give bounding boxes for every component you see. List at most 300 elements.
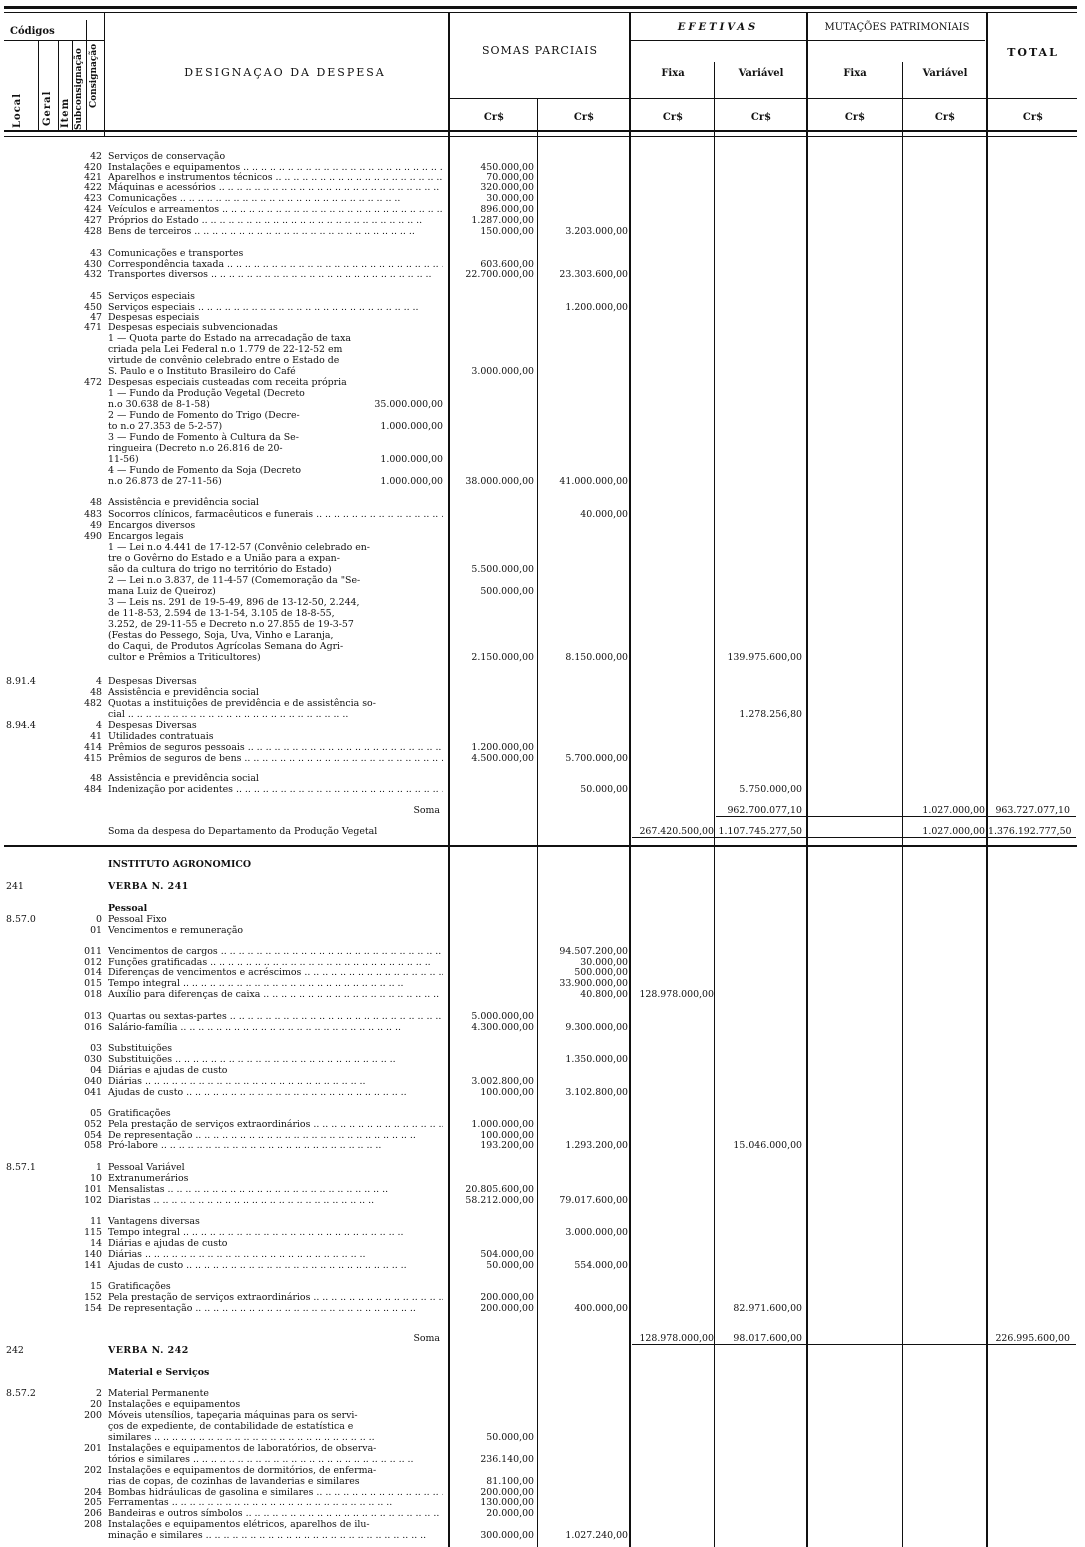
description: do Caqui, de Produtos Agrícolas Semana do Agri-	[108, 641, 344, 652]
partial-sum-1: 130.000,00	[480, 1497, 534, 1508]
description: Pessoal	[108, 903, 148, 914]
consignacao-header: Consignação	[89, 43, 99, 108]
table-row	[0, 925, 1085, 936]
code-item: 427	[84, 215, 102, 226]
table-row	[0, 641, 1085, 652]
cr-label: Cr$	[1022, 112, 1044, 123]
code-local: 8.57.0	[6, 914, 36, 925]
partial-sum-2: 9.300.000,00	[565, 1022, 628, 1033]
description: Correspondência taxada .. ..	[108, 259, 443, 270]
table-row	[0, 399, 1085, 410]
table-row	[0, 476, 1085, 487]
partial-sum-1: 3.002.800,00	[471, 1076, 534, 1087]
table-row	[0, 1119, 1085, 1130]
table-row	[0, 443, 1085, 454]
partial-sum-1: 5.000.000,00	[471, 1011, 534, 1022]
code-item: 05	[90, 1108, 102, 1119]
code-item: 48	[90, 687, 102, 698]
table-row	[0, 881, 1085, 892]
table-row	[0, 421, 1085, 432]
code-item: 041	[84, 1087, 102, 1098]
description: tórios e similares .. ..	[108, 1454, 443, 1465]
code-item: 206	[84, 1508, 102, 1519]
table-row	[0, 1497, 1085, 1508]
table-row	[0, 1454, 1085, 1465]
description: Tempo integral .. ..	[108, 1227, 443, 1238]
table-row	[0, 773, 1085, 784]
description: De representação .. ..	[108, 1130, 443, 1141]
description: Assistência e previdência social	[108, 497, 259, 508]
item-header: Item	[60, 97, 71, 128]
partial-sum-1: 4.300.000,00	[471, 1022, 534, 1033]
table-row	[0, 619, 1085, 630]
table-row	[0, 1011, 1085, 1022]
soma-label: Soma	[413, 1333, 440, 1344]
table-row	[0, 914, 1085, 925]
code-item: 054	[84, 1130, 102, 1141]
inner-amount: 1.000.000,00	[380, 421, 443, 432]
cr-label: Cr$	[934, 112, 956, 123]
table-row	[0, 465, 1085, 476]
code-item: 421	[84, 172, 102, 183]
partial-sum-1: 50.000,00	[486, 1432, 534, 1443]
partial-sum-2: 554.000,00	[574, 1260, 628, 1271]
table-row	[0, 676, 1085, 687]
description: Ferramentas .. ..	[108, 1497, 443, 1508]
description: tre o Govêrno do Estado e a União para a expan-	[108, 553, 340, 564]
code-item: 472	[84, 377, 102, 388]
code-item: 013	[84, 1011, 102, 1022]
code-item: 201	[84, 1443, 102, 1454]
description: Serviços especiais .. ..	[108, 302, 443, 313]
description: Gratificações	[108, 1108, 171, 1119]
cr-label: Cr$	[483, 112, 505, 123]
code-local: 8.57.1	[6, 1162, 36, 1173]
efetiva-variavel: 962.700.077,10	[727, 805, 802, 816]
table-row	[0, 1173, 1085, 1184]
description: 3 — Leis ns. 291 de 19-5-49, 896 de 13-12-50, 2.244,	[108, 597, 360, 608]
partial-sum-1: 500.000,00	[480, 586, 534, 597]
table-row	[0, 1227, 1085, 1238]
code-item: 482	[84, 698, 102, 709]
table-row	[0, 597, 1085, 608]
table-row	[0, 1238, 1085, 1249]
table-row	[0, 1367, 1085, 1378]
description: VERBA N. 242	[108, 1345, 189, 1356]
description: Instalações e equipamentos de laboratórios, de observa-	[108, 1443, 377, 1454]
partial-sum-1: 450.000,00	[480, 162, 534, 173]
code-item: 208	[84, 1519, 102, 1530]
table-row	[0, 1443, 1085, 1454]
table-row	[0, 1303, 1085, 1314]
code-item: 115	[84, 1227, 102, 1238]
table-row	[0, 269, 1085, 280]
description: minação e similares .. ..	[108, 1530, 443, 1541]
table-row	[0, 542, 1085, 553]
partial-sum-1: 200.000,00	[480, 1303, 534, 1314]
code-item: 101	[84, 1184, 102, 1195]
partial-sum-1: 70.000,00	[486, 172, 534, 183]
table-row	[0, 520, 1085, 531]
inner-amount: 1.000.000,00	[380, 476, 443, 487]
table-row	[0, 1508, 1085, 1519]
partial-sum-1: 896.000,00	[480, 204, 534, 215]
table-row	[0, 1076, 1085, 1087]
table-row	[0, 1410, 1085, 1421]
partial-sum-1: 22.700.000,00	[465, 269, 534, 280]
description: Auxílio para diferenças de caixa .. ..	[108, 989, 443, 1000]
description: Soma da despesa do Departamento da Produção Vegetal	[108, 826, 378, 837]
description: n.o 30.638 de 8-1-58)	[108, 399, 210, 410]
col-sep-item	[72, 40, 73, 132]
efetiva-variavel: 15.046.000,00	[733, 1140, 802, 1151]
code-item: 47	[90, 312, 102, 323]
table-row	[0, 322, 1085, 333]
code-item: 415	[84, 753, 102, 764]
local-header: Local	[12, 92, 23, 128]
table-row	[0, 903, 1085, 914]
partial-sum-1: 300.000,00	[480, 1530, 534, 1541]
code-item: 030	[84, 1054, 102, 1065]
table-row	[0, 753, 1085, 764]
code-item: 483	[84, 509, 102, 520]
table-row	[0, 1519, 1085, 1530]
efetiva-variavel: 82.971.600,00	[733, 1303, 802, 1314]
code-item: 01	[90, 925, 102, 936]
description: 1 — Lei n.o 4.441 de 17-12-57 (Convênio celebrado en-	[108, 542, 370, 553]
description: Tempo integral .. ..	[108, 978, 443, 989]
code-item: 202	[84, 1465, 102, 1476]
code-item: 43	[90, 248, 102, 259]
description: ringueira (Decreto n.o 26.816 de 20-	[108, 443, 283, 454]
description: Substituições .. ..	[108, 1054, 443, 1065]
code-item: 49	[90, 520, 102, 531]
table-row	[0, 805, 1085, 816]
description: Pela prestação de serviços extraordinários .. ..	[108, 1292, 443, 1303]
table-row	[0, 698, 1085, 709]
table-row	[0, 1260, 1085, 1271]
partial-sum-1: 30.000,00	[486, 193, 534, 204]
description: Mensalistas .. ..	[108, 1184, 443, 1195]
table-row	[0, 410, 1085, 421]
table-row	[0, 366, 1085, 377]
somas-parciais-header: SOMAS PARCIAIS	[482, 44, 598, 57]
table-row	[0, 432, 1085, 443]
code-item: 052	[84, 1119, 102, 1130]
table-row	[0, 978, 1085, 989]
description: Vantagens diversas	[108, 1216, 200, 1227]
code-item: 48	[90, 773, 102, 784]
description: Encargos diversos	[108, 520, 196, 531]
section-rule	[4, 845, 1077, 847]
description: De representação .. ..	[108, 1303, 443, 1314]
code-item: 04	[90, 1065, 102, 1076]
partial-sum-2: 30.000,00	[580, 957, 628, 968]
partial-sum-1: 200.000,00	[480, 1292, 534, 1303]
description: Transportes diversos .. ..	[108, 269, 443, 280]
description: 2 — Fundo de Fomento do Trigo (Decre-	[108, 410, 300, 421]
efetiva-variavel: 5.750.000,00	[739, 784, 802, 795]
cr-label: Cr$	[573, 112, 595, 123]
table-row	[0, 742, 1085, 753]
table-row	[0, 344, 1085, 355]
description: Despesas Diversas	[108, 676, 197, 687]
description: Diferenças de vencimentos e acréscimos .. ..	[108, 967, 443, 978]
partial-sum-2: 3.102.800,00	[565, 1087, 628, 1098]
code-item: 1	[96, 1162, 102, 1173]
table-row	[0, 1281, 1085, 1292]
table-row	[0, 731, 1085, 742]
geral-header: Geral	[42, 90, 53, 126]
description: rias de copas, de cozinhas de lavanderias e similares	[108, 1476, 360, 1487]
col-sep-desc	[104, 12, 105, 136]
code-item: 011	[84, 946, 102, 957]
partial-sum-1: 320.000,00	[480, 182, 534, 193]
table-row	[0, 1388, 1085, 1399]
table-row	[0, 377, 1085, 388]
table-row	[0, 454, 1085, 465]
efetiva-variavel: 98.017.600,00	[733, 1333, 802, 1344]
table-row	[0, 291, 1085, 302]
description: ços de expediente, de contabilidade de estatística e	[108, 1421, 354, 1432]
table-row	[0, 608, 1085, 619]
codigos-header: Códigos	[10, 26, 55, 37]
total: 963.727.077,10	[995, 805, 1070, 816]
description: Veículos e arreamentos .. ..	[108, 204, 443, 215]
code-item: 141	[84, 1260, 102, 1271]
description: de 11-8-53, 2.594 de 13-1-54, 3.105 de 18-8-55,	[108, 608, 335, 619]
cr-rule	[450, 98, 1077, 99]
description: Instalações e equipamentos	[108, 1399, 241, 1410]
partial-sum-1: 150.000,00	[480, 226, 534, 237]
code-item: 484	[84, 784, 102, 795]
table-row	[0, 967, 1085, 978]
partial-sum-1: 236.140,00	[480, 1454, 534, 1465]
table-row	[0, 215, 1085, 226]
table-row	[0, 652, 1085, 663]
description: Serviços especiais	[108, 291, 195, 302]
code-item: 058	[84, 1140, 102, 1151]
table-row	[0, 531, 1085, 542]
fixa-header-2: Fixa	[843, 68, 867, 79]
soma-label: Soma	[413, 805, 440, 816]
cr-label: Cr$	[662, 112, 684, 123]
table-row	[0, 1108, 1085, 1119]
code-local: 8.94.4	[6, 720, 36, 731]
code-item: 490	[84, 531, 102, 542]
table-row	[0, 1249, 1085, 1260]
description: Substituições	[108, 1043, 173, 1054]
code-item: 154	[84, 1303, 102, 1314]
efetivas-header: EFETIVAS	[677, 22, 759, 33]
code-item: 422	[84, 182, 102, 193]
code-item: 424	[84, 204, 102, 215]
code-item: 48	[90, 497, 102, 508]
table-row	[0, 784, 1085, 795]
code-item: 200	[84, 1410, 102, 1421]
code-item: 42	[90, 151, 102, 162]
table-row	[0, 859, 1085, 870]
code-item: 0	[96, 914, 102, 925]
description: Pela prestação de serviços extraordinários .. ..	[108, 1119, 443, 1130]
table-row	[0, 1022, 1085, 1033]
description: Instalações e equipamentos elétricos, aparelhos de ilu-	[108, 1519, 370, 1530]
description: Material e Serviços	[108, 1367, 210, 1378]
description: criada pela Lei Federal n.o 1.779 de 22-12-52 em	[108, 344, 343, 355]
description: Vencimentos e remuneração	[108, 925, 244, 936]
table-row	[0, 182, 1085, 193]
table-row	[0, 193, 1085, 204]
description: Despesas Diversas	[108, 720, 197, 731]
description: Quotas a instituições de previdência e de assistência so-	[108, 698, 376, 709]
table-row	[0, 1421, 1085, 1432]
table-row	[0, 1216, 1085, 1227]
partial-sum-2: 50.000,00	[580, 784, 628, 795]
top-rule-thin	[4, 12, 1077, 13]
table-row	[0, 1140, 1085, 1151]
description: virtude de convênio celebrado entre o Estado de	[108, 355, 340, 366]
subconsignacao-header: Subconsignação	[74, 48, 84, 130]
code-item: 140	[84, 1249, 102, 1260]
partial-sum-1: 4.500.000,00	[471, 753, 534, 764]
description: Instalações e equipamentos de dormitórios, de enferma-	[108, 1465, 377, 1476]
table-row	[0, 575, 1085, 586]
col-sep-subcons	[86, 20, 87, 132]
description: Socorros clínicos, farmacêuticos e funerais .. ..	[108, 509, 443, 520]
description: Material Permanente	[108, 1388, 209, 1399]
code-item: 102	[84, 1195, 102, 1206]
partial-sum-2: 1.293.200,00	[565, 1140, 628, 1151]
table-row	[0, 497, 1085, 508]
code-local: 8.57.2	[6, 1388, 36, 1399]
code-local: 8.91.4	[6, 676, 36, 687]
code-item: 428	[84, 226, 102, 237]
description: S. Paulo e o Instituto Brasileiro do Café	[108, 366, 296, 377]
table-row	[0, 1530, 1085, 1541]
description: Despesas especiais	[108, 312, 200, 323]
inner-amount: 1.000.000,00	[380, 454, 443, 465]
description: Salário-família .. ..	[108, 1022, 443, 1033]
table-row	[0, 1184, 1085, 1195]
header-bottom-rule	[4, 130, 1077, 132]
description: to n.o 27.353 de 5-2-57)	[108, 421, 223, 432]
description: 4 — Fundo de Fomento da Soja (Decreto	[108, 465, 302, 476]
total-header: TOTAL	[1007, 46, 1059, 59]
cr-label: Cr$	[750, 112, 772, 123]
description: 2 — Lei n.o 3.837, de 11-4-57 (Comemoração da "Se-	[108, 575, 361, 586]
code-item: 014	[84, 967, 102, 978]
total-underline	[632, 837, 1076, 838]
table-row	[0, 1399, 1085, 1410]
total: 1.376.192.777,50	[988, 826, 1072, 837]
efetiva-variavel: 139.975.600,00	[727, 652, 802, 663]
code-item: 423	[84, 193, 102, 204]
col-sep-local	[38, 40, 39, 132]
total: 226.995.600,00	[995, 1333, 1070, 1344]
partial-sum-1: 5.500.000,00	[471, 564, 534, 575]
description: Bandeiras e outros símbolos .. ..	[108, 1508, 443, 1519]
partial-sum-1: 20.805.600,00	[465, 1184, 534, 1195]
description: (Festas do Pessego, Soja, Uva, Vinho e Laranja,	[108, 630, 334, 641]
description: Próprios do Estado .. ..	[108, 215, 443, 226]
description: Utilidades contratuais	[108, 731, 214, 742]
description: cultor e Prêmios a Triticultores)	[108, 652, 261, 663]
efetiva-fixa: 128.978.000,00	[639, 989, 714, 1000]
table-row	[0, 1162, 1085, 1173]
description: são da cultura do trigo no território do Estado)	[108, 564, 332, 575]
variavel-header-2: Variável	[922, 68, 968, 79]
partial-sum-1: 20.000,00	[486, 1508, 534, 1519]
partial-sum-2: 41.000.000,00	[559, 476, 628, 487]
partial-sum-1: 38.000.000,00	[465, 476, 534, 487]
partial-sum-1: 81.100,00	[486, 1476, 534, 1487]
description: Aparelhos e instrumentos técnicos .. ..	[108, 172, 443, 183]
code-item: 414	[84, 742, 102, 753]
description: Prêmios de seguros de bens .. ..	[108, 753, 443, 764]
table-row	[0, 388, 1085, 399]
description: n.o 26.873 de 27-11-56)	[108, 476, 222, 487]
code-item: 11	[90, 1216, 102, 1227]
description: 1 — Fundo da Produção Vegetal (Decreto	[108, 388, 305, 399]
total-underline	[716, 816, 1076, 817]
partial-sum-2: 8.150.000,00	[565, 652, 628, 663]
partial-sum-2: 3.203.000,00	[565, 226, 628, 237]
inner-amount: 35.000.000,00	[374, 399, 443, 410]
partial-sum-2: 5.700.000,00	[565, 753, 628, 764]
description: Bombas hidráulicas de gasolina e similares .. ..	[108, 1487, 443, 1498]
partial-sum-1: 2.150.000,00	[471, 652, 534, 663]
efetiva-fixa: 128.978.000,00	[639, 1333, 714, 1344]
code-item: 420	[84, 162, 102, 173]
mutacao-variavel: 1.027.000,00	[922, 826, 985, 837]
description: Móveis utensílios, tapeçaria máquinas para os servi-	[108, 1410, 358, 1421]
partial-sum-2: 33.900.000,00	[559, 978, 628, 989]
table-row	[0, 1345, 1085, 1356]
description: Diárias e ajudas de custo	[108, 1238, 228, 1249]
table-row	[0, 204, 1085, 215]
table-row	[0, 226, 1085, 237]
table-row	[0, 355, 1085, 366]
partial-sum-1: 193.200,00	[480, 1140, 534, 1151]
code-item: 204	[84, 1487, 102, 1498]
code-item: 432	[84, 269, 102, 280]
efetiva-variavel: 1.278.256,80	[739, 709, 802, 720]
code-item: 430	[84, 259, 102, 270]
table-row	[0, 630, 1085, 641]
description: Instalações e equipamentos .. ..	[108, 162, 443, 173]
table-row	[0, 586, 1085, 597]
designacao-header: DESIGNAÇAO DA DESPESA	[184, 66, 386, 79]
partial-sum-1: 200.000,00	[480, 1487, 534, 1498]
description: Diárias .. ..	[108, 1249, 443, 1260]
code-item: 10	[90, 1173, 102, 1184]
table-row	[0, 1195, 1085, 1206]
description: 3.252, de 29-11-55 e Decreto n.o 27.855 de 19-3-57	[108, 619, 354, 630]
cr-label: Cr$	[844, 112, 866, 123]
partial-sum-1: 1.287.000,00	[471, 215, 534, 226]
code-item: 41	[90, 731, 102, 742]
table-row	[0, 1476, 1085, 1487]
description: Pessoal Variável	[108, 1162, 185, 1173]
code-item: 012	[84, 957, 102, 968]
table-row	[0, 826, 1085, 837]
partial-sum-2: 3.000.000,00	[565, 1227, 628, 1238]
description: cial .. ..	[108, 709, 443, 720]
mutacao-variavel: 1.027.000,00	[922, 805, 985, 816]
code-item: 2	[96, 1388, 102, 1399]
table-row	[0, 1065, 1085, 1076]
table-row	[0, 333, 1085, 344]
